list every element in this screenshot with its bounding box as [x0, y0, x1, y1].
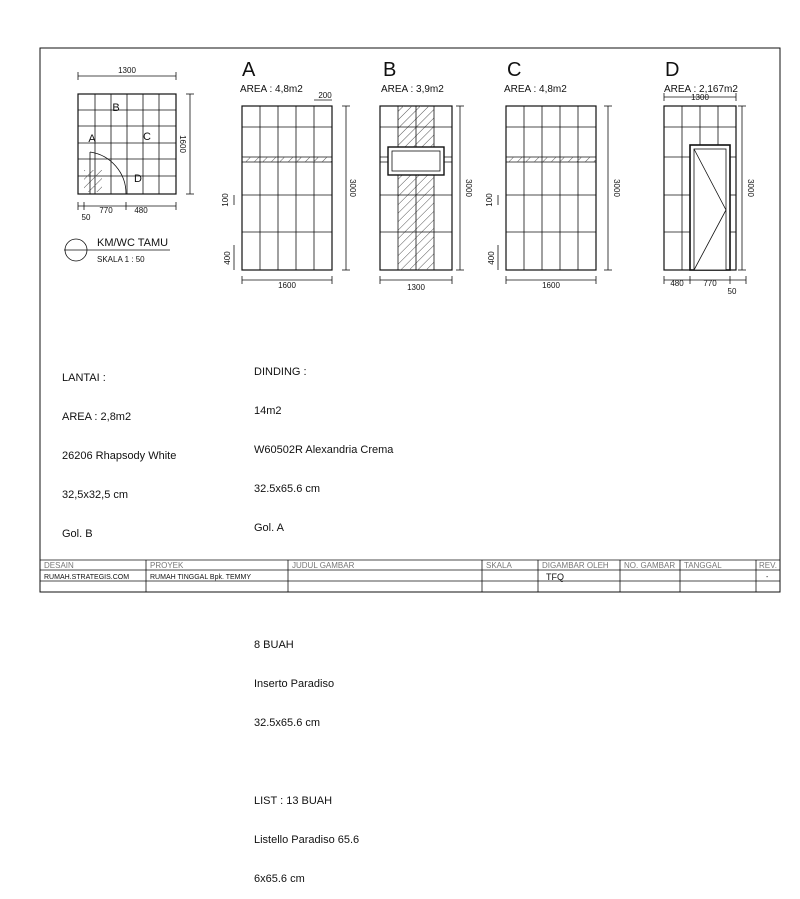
elevation-c-dim-height: 3000	[612, 179, 621, 197]
plan-dim-b3: 480	[134, 206, 148, 215]
elevation-a	[234, 100, 350, 284]
dinding-line: Listello Paradiso 65.6	[254, 834, 360, 846]
plan-dim-top: 1300	[118, 66, 136, 75]
tb-proyek-label: PROYEK	[150, 561, 184, 570]
elevation-d-dim-width: 1300	[691, 93, 709, 102]
tb-rev-label: REV.	[759, 561, 777, 570]
elevation-b-dim-height: 3000	[464, 179, 473, 197]
lantai-line: 26206 Rhapsody White	[62, 450, 177, 462]
elevation-a-dim-height: 3000	[348, 179, 357, 197]
dinding-line: W60502R Alexandria Crema	[254, 444, 394, 456]
dinding-line: 14m2	[254, 405, 282, 417]
elevation-d	[664, 93, 746, 284]
elevation-b-area: AREA : 3,9m2	[381, 84, 444, 95]
lantai-line: LANTAI :	[62, 372, 106, 384]
elevation-c-dim-bottom: 400	[487, 251, 496, 265]
lantai-line: AREA : 2,8m2	[62, 411, 132, 423]
lantai-line: Gol. B	[62, 528, 93, 540]
plan-label-a: A	[88, 133, 96, 145]
dinding-line: Gol. A	[254, 522, 284, 534]
plan-scale: SKALA 1 : 50	[97, 255, 145, 264]
tb-judul-label: JUDUL GAMBAR	[292, 561, 355, 570]
elevation-c-area: AREA : 4,8m2	[504, 84, 567, 95]
tb-digambar-value: TFQ	[546, 572, 564, 582]
dinding-line: 6x65.6 cm	[254, 873, 305, 885]
tb-rev-value: -	[766, 574, 769, 581]
plan-title: KM/WC TAMU	[97, 237, 169, 249]
elevation-c-dim-list: 100	[485, 193, 494, 207]
dinding-line: DINDING :	[254, 366, 307, 378]
elevation-d-letter: D	[665, 59, 680, 81]
elevation-b	[380, 106, 464, 284]
elevation-c-letter: C	[507, 59, 522, 81]
elevation-d-dim-b2: 770	[703, 279, 717, 288]
plan-dim-b1: 50	[81, 213, 91, 222]
dinding-line: LIST : 13 BUAH	[254, 795, 333, 807]
elevation-a-dim-list: 100	[221, 193, 230, 207]
lantai-notes	[62, 346, 176, 554]
elevation-d-dim-height: 3000	[746, 179, 755, 197]
dinding-notes	[254, 340, 393, 899]
elevation-c	[498, 106, 612, 284]
dinding-line: Inserto Paradiso	[254, 678, 335, 690]
plan-dim-right: 1600	[178, 135, 187, 153]
dinding-spacer	[254, 756, 393, 769]
dinding-line: 32.5x65.6 cm	[254, 483, 321, 495]
dinding-line: 32.5x65.6 cm	[254, 717, 321, 729]
elevation-a-dim-width: 1600	[278, 281, 296, 290]
elevation-b-dim-width: 1300	[407, 283, 425, 292]
plan-label-c: C	[143, 131, 151, 143]
elevation-d-area: AREA : 2,167m2	[664, 84, 738, 95]
tb-proyek-value: RUMAH TINGGAL Bpk. TEMMY	[150, 574, 251, 581]
tb-skala-label: SKALA	[486, 561, 512, 570]
elevation-d-dim-b3: 50	[727, 287, 737, 296]
elevation-a-dim-bottom: 400	[223, 251, 232, 265]
lantai-line: 32,5x32,5 cm	[62, 489, 129, 501]
tb-nogambar-label: NO. GAMBAR	[624, 561, 676, 570]
floor-plan	[64, 72, 194, 261]
dinding-line: 8 BUAH	[254, 639, 294, 651]
elevation-d-dim-b1: 480	[670, 279, 684, 288]
tb-tanggal-label: TANGGAL	[684, 561, 722, 570]
tb-desain-label: DESAIN	[44, 561, 74, 570]
dinding-spacer	[254, 561, 393, 574]
tb-desain-value: RUMAH.STRATEGIS.COM	[44, 574, 130, 581]
elevation-c-dim-width: 1600	[542, 281, 560, 290]
elevation-a-area: AREA : 4,8m2	[240, 84, 303, 95]
floor-drain-hatch	[84, 170, 102, 192]
dinding-spacer	[254, 600, 393, 613]
elevation-b-letter: B	[383, 59, 397, 81]
tb-digambar-label: DIGAMBAR OLEH	[542, 561, 609, 570]
plan-label-d: D	[134, 173, 142, 185]
plan-label-b: B	[112, 102, 120, 114]
elevation-a-letter: A	[242, 59, 256, 81]
elevation-a-dim-tile: 200	[318, 91, 332, 100]
plan-dim-b2: 770	[99, 206, 113, 215]
